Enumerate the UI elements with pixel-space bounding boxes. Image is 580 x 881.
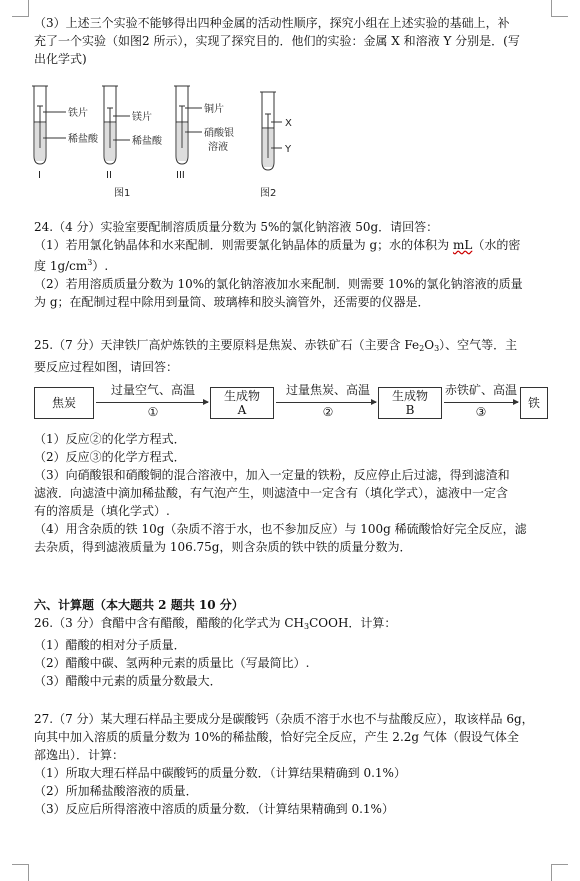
crop-mark-bottom-left [12, 864, 29, 881]
q25-sub4-line1: （4）用含杂质的铁 10g（杂质不溶于水，也不参加反应）与 100g 稀硫酸恰好完全反应，滤 [34, 522, 527, 536]
q26-sub3: （3）醋酸中元素的质量分数最大． [34, 674, 222, 688]
q25-line1 [34, 336, 548, 358]
q26-sub1: （1）醋酸的相对分子质量． [34, 638, 186, 652]
process-flow-diagram [34, 383, 548, 423]
tube3-label-bottom-2: 溶液 [208, 142, 228, 153]
figure-1-caption: 图1 [114, 188, 131, 199]
flow-box-b-bottom: B [405, 403, 415, 417]
q23-part3 [34, 14, 548, 68]
question-27 [34, 710, 548, 818]
q27-line2: 向其中加入溶质的质量分数为 10%的稀盐酸，恰好完全反应，产生 2.2g 气体（假设气体全 [34, 730, 519, 744]
q27-sub3: （3）反应后所得溶液中溶质的质量分数．（计算结果精确到 0.1%） [34, 802, 394, 816]
flow-box-a-bottom: A [237, 403, 247, 417]
tube1-label-top: 铁片 [68, 108, 88, 119]
q25-sub3-line2: 滤液．向滤渣中滴加稀盐酸，有气泡产生，则滤渣中一定含有（填化学式），滤液中一定含 [34, 486, 509, 500]
flow-arrow-1 [96, 402, 208, 403]
flow-box-product-a [210, 387, 274, 419]
tube1-label-bottom: 稀盐酸 [68, 134, 98, 145]
roman-3: III [176, 170, 185, 181]
q25-sub3-line3: 有的溶质是（填化学式）. [34, 504, 170, 518]
q24-line5: 为 g；在配制过程中除用到量筒、玻璃棒和胶头滴管外，还需要的仪器是． [34, 295, 430, 309]
q25-sub-3: 3 [434, 344, 440, 353]
q25-line1-tail: ）、空气等．主 [439, 338, 518, 352]
flow-arrow-3 [444, 402, 518, 403]
crop-mark-bottom-right [551, 864, 568, 881]
q24-line2 [34, 236, 548, 254]
flow-step-3: ③ [475, 405, 487, 419]
q26-line1-tail: COOH．计算： [309, 616, 397, 630]
q25-sub3-line1: （3）向硝酸银和硝酸铜的混合溶液中，加入一定量的铁粉，反应停止后过滤，得到滤渣和 [34, 468, 510, 482]
question-26 [34, 614, 548, 690]
flow-condition-2: 过量焦炭、高温 [285, 383, 370, 397]
q23-line2: 充了一个实验（如图2 所示），实现了探究目的．他们的实验：金属 X 和溶液 Y 分别是．(写 [34, 34, 520, 48]
flow-condition-1: 过量空气、高温 [110, 383, 195, 397]
question-25-parts [34, 430, 548, 556]
q26-sub2: （2）醋酸中碳、氢两种元素的质量比（写最简比）. [34, 656, 310, 670]
flow-condition-3: 赤铁矿、高温 [444, 383, 517, 397]
tube2-label-bottom: 稀盐酸 [132, 136, 162, 147]
q24-line3-text: 度 1g/cm [34, 259, 88, 273]
q23-line3: 出化学式) [34, 52, 87, 66]
flow-step-1: ① [147, 405, 159, 419]
flow-box-iron [520, 387, 548, 419]
q24-line2-unit: mL [452, 238, 473, 252]
q25-sub1: （1）反应②的化学方程式． [34, 432, 186, 446]
question-24 [34, 218, 548, 311]
q27-line3: 部逸出）．计算： [34, 748, 125, 762]
flow-box-product-b [378, 387, 442, 419]
roman-2: II [106, 170, 112, 181]
tube4-label-bottom: Y [285, 144, 292, 155]
section-6-heading: 六、计算题（本大题共 2 题共 10 分） [34, 598, 244, 612]
flow-box-a-top: 生成物 [223, 389, 260, 403]
tube2-label-top: 镁片 [132, 112, 152, 123]
q26-line1 [34, 614, 548, 636]
q24-line4: （2）若用溶质质量分数为 10%的氯化钠溶液加水来配制．则需要 10%的氯化钠溶液的质量 [34, 277, 523, 291]
q24-line2-tail: （水的密 [472, 238, 521, 252]
q26-line1-text: 26.（3 分）食醋中含有醋酸，醋酸的化学式为 CH [34, 616, 304, 630]
tube3-label-top: 铜片 [204, 104, 224, 115]
q24-line2-text: （1）若用氯化钠晶体和水来配制．则需要氯化钠晶体的质量为 g；水的体积为 [34, 238, 453, 252]
crop-mark-top-left [12, 0, 29, 17]
flow-box-iron-label: 铁 [527, 396, 540, 410]
figure-2-caption: 图2 [260, 188, 277, 199]
q25-sub2: （2）反应③的化学方程式． [34, 450, 186, 464]
q26-sub-3: 3 [304, 622, 310, 631]
test-tube-figure [30, 78, 330, 208]
flow-arrow-2 [276, 402, 376, 403]
q25-sub4-line2: 去杂质，得到滤液质量为 106.75g，则含杂质的铁中铁的质量分数为． [34, 540, 412, 554]
q27-line1: 27.（7 分）某大理石样品主要成分是碳酸钙（杂质不溶于水也不与盐酸反应），取该样品 6g， [34, 712, 534, 726]
q27-sub1: （1）所取大理石样品中碳酸钙的质量分数．（计算结果精确到 0.1%） [34, 766, 406, 780]
roman-1: I [38, 170, 41, 181]
flow-box-coke-label: 焦炭 [51, 396, 76, 410]
question-25-intro [34, 336, 548, 376]
q25-line2: 要反应过程如图，请回答： [34, 360, 179, 374]
q25-oxygen: O [424, 338, 435, 352]
flow-box-b-top: 生成物 [391, 389, 428, 403]
q24-line3 [34, 254, 548, 275]
q23-line1: （3）上述三个实验不能够得出四种金属的活动性顺序，探究小组在上述实验的基础上，补 [34, 16, 510, 30]
q25-sub-2: 2 [419, 344, 425, 353]
q27-sub2: （2）所加稀盐酸溶液的质量． [34, 784, 198, 798]
crop-mark-top-right [551, 0, 568, 17]
q24-line1: 24.（4 分）实验室要配制溶质质量分数为 5%的氯化钠溶液 50g．请回答： [34, 220, 439, 234]
q25-line1-text: 25.（7 分）天津铁厂高炉炼铁的主要原料是焦炭、赤铁矿石（主要含 Fe [34, 338, 420, 352]
tube3-label-bottom-1: 硝酸银 [204, 128, 234, 139]
q24-line3-sup: 3 [87, 258, 93, 267]
flow-box-coke [34, 387, 94, 419]
tube4-label-top: X [285, 118, 292, 129]
q24-line3-tail: ）. [92, 259, 109, 273]
flow-step-2: ② [322, 405, 334, 419]
